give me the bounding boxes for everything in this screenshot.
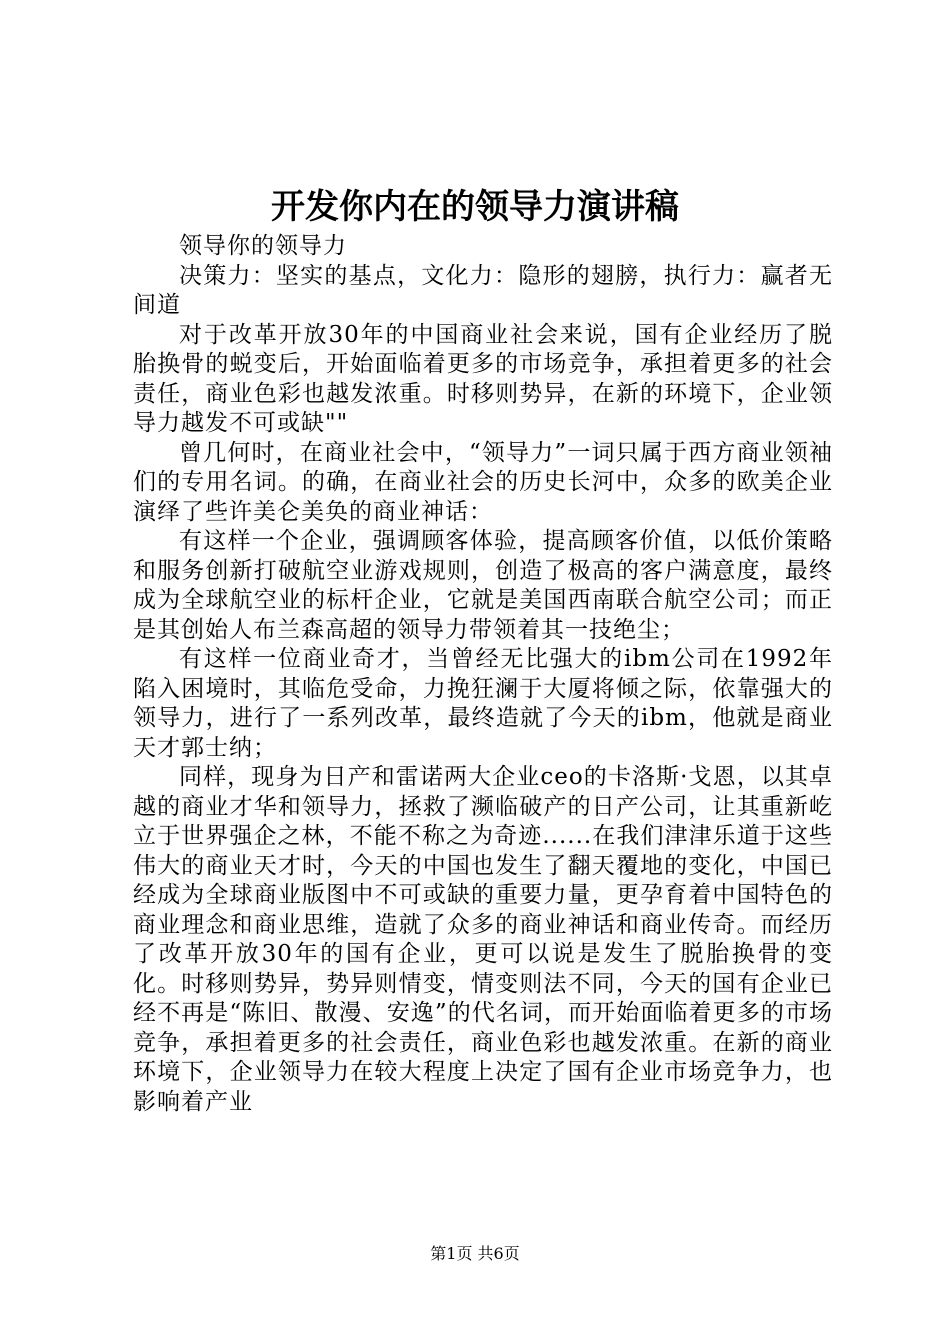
paragraph: 对于改革开放30年的中国商业社会来说，国有企业经历了脱胎换骨的蜕变后，开始面临着更多的市场竞争，承担着更多的社会责任，商业色彩也越发浓重。时移则势异，在新的环境下，企业领导力越发不可或缺"" — [133, 321, 833, 436]
paragraph: 有这样一位商业奇才，当曾经无比强大的ibm公司在1992年陷入困境时，其临危受命，力挽狂澜于大厦将倾之际，依靠强大的领导力，进行了一系列改革，最终造就了今天的ibm，他就是商业天才郭士纳； — [133, 646, 833, 761]
paragraph: 曾几何时，在商业社会中，“领导力”一词只属于西方商业领袖们的专用名词。的确，在商业社会的历史长河中，众多的欧美企业演绎了些许美仑美奂的商业神话： — [133, 439, 833, 525]
document-body — [133, 232, 833, 1117]
document-title: 开发你内在的领导力演讲稿 — [271, 187, 679, 227]
paragraph: 有这样一个企业，强调顾客体验，提高顾客价值，以低价策略和服务创新打破航空业游戏规则，创造了极高的客户满意度，最终成为全球航空业的标杆企业，它就是美国西南联合航空公司；而正是其创始人布兰森高超的领导力带领着其一技绝尘； — [133, 528, 833, 643]
paragraph: 同样，现身为日产和雷诺两大企业ceo的卡洛斯·戈恩，以其卓越的商业才华和领导力，拯救了濒临破产的日产公司，让其重新屹立于世界强企之林，不能不称之为奇迹......在我们津津乐道于这些伟大的商业天才时，今天的中国也发生了翻天覆地的变化，中国已经成为全球商业版图中不可或缺的重要力量，更孕育着中国特色的商业理念和商业思维，造就了众多的商业神话和商业传奇。而经历了改革开放30年的国有企业，更可以说是发生了脱胎换骨的变化。时移则势异，势异则情变，情变则法不同，今天的国有企业已经不再是“陈旧、散漫、安逸”的代名词，而开始面临着更多的市场竞争，承担着更多的社会责任，商业色彩也越发浓重。在新的商业环境下，企业领导力在较大程度上决定了国有企业市场竞争力，也影响着产业 — [133, 764, 833, 1115]
paragraph: 决策力：坚实的基点，文化力：隐形的翅膀，执行力：赢者无间道 — [133, 262, 833, 318]
paragraph: 领导你的领导力 — [179, 233, 347, 259]
page-number-footer: 第1页 共6页 — [430, 1244, 520, 1263]
